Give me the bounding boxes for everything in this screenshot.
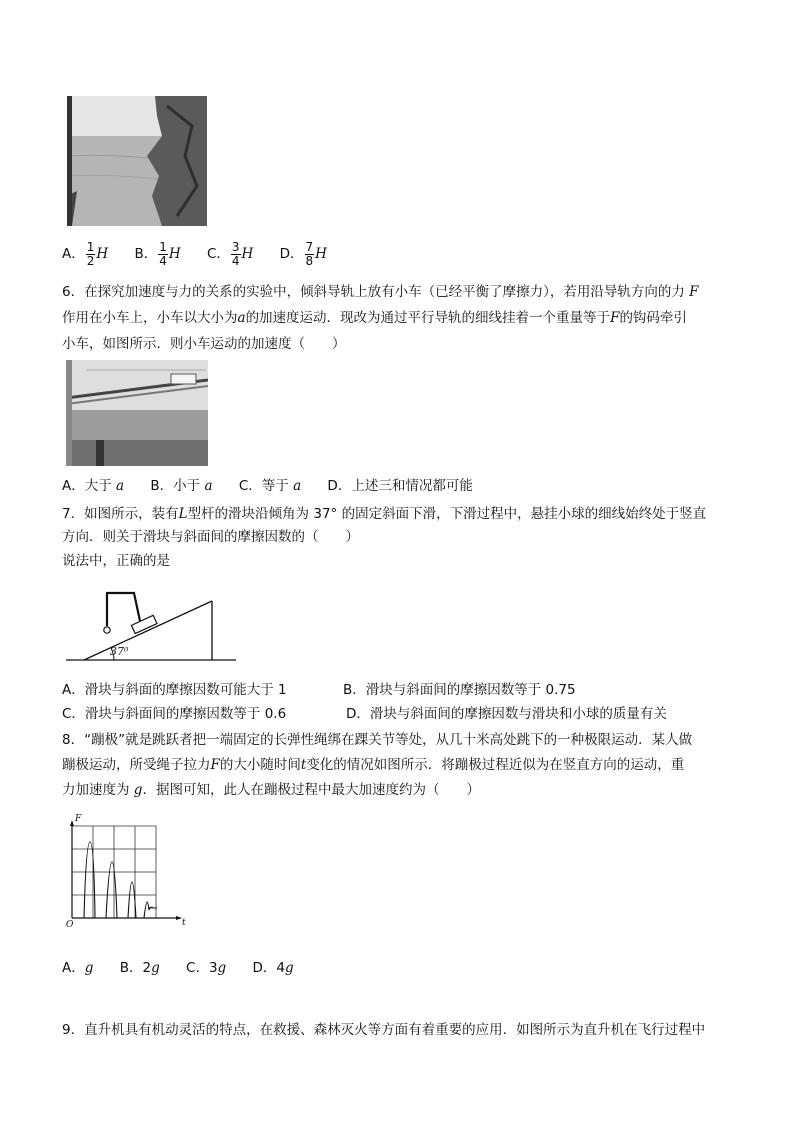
q6-options xyxy=(62,476,495,496)
axis-label-F: F xyxy=(75,814,82,824)
axis-label-origin: O xyxy=(66,920,74,930)
q8-option-b: B．2g xyxy=(119,960,160,976)
q7-line-2: 方向．则关于滑块与斜面间的摩擦因数的（ ） xyxy=(62,529,359,545)
q7-option-a: A．滑块与斜面的摩擦因数可能大于 1 xyxy=(62,682,287,698)
q8-line-3: 力加速度为 g．据图可知，此人在蹦极过程中最大加速度约为（ ） xyxy=(62,782,480,798)
q9-line-1: 9．直升机具有机动灵活的特点，在救援、森林灭火等方面有着重要的应用．如图所示为直升机在飞行过程中 xyxy=(62,1022,706,1038)
q6-line-1: 6．在探究加速度与力的关系的实验中，倾斜导轨上放有小车（已经平衡了摩擦力），若用沿导轨方向的力 F xyxy=(62,284,699,300)
q8-line-1: 8．“蹦极”就是跳跃者把一端固定的长弹性绳绑在踝关节等处，从几十米高处跳下的一种极限运动．某人做 xyxy=(62,732,693,748)
q7-line-1: 7．如图所示，装有L型杆的滑块沿倾角为 37° 的固定斜面下滑，下滑过程中，悬挂小球的细线始终处于竖直 xyxy=(62,506,707,522)
force-time-graph xyxy=(62,814,192,934)
q6-line-2: 作用在小车上，小车以大小为a的加速度运动．现改为通过平行导轨的细线挂着一个重量等于F的钩码牵引 xyxy=(62,310,687,326)
q5-option-a: A． $\frac{1}{2}$ H xyxy=(62,239,109,268)
q6-line-3: 小车，如图所示．则小车运动的加速度（ ） xyxy=(62,336,346,352)
q6-option-c: C．等于 a xyxy=(238,478,302,494)
q6-option-a: A．大于 a xyxy=(62,478,125,494)
q8-line-2: 蹦极运动，所受绳子拉力F的大小随时间t变化的情况如图所示．将蹦极过程近似为在竖直方向的运动，重 xyxy=(62,757,685,773)
q5-options xyxy=(62,238,349,270)
q7-line-3: 说法中，正确的是 xyxy=(62,553,170,569)
q7-option-b: B．滑块与斜面间的摩擦因数等于 0.75 xyxy=(343,682,576,698)
q8-option-d: D．4g xyxy=(252,960,294,976)
cart-track-photo xyxy=(66,360,208,466)
q7-option-c: C．滑块与斜面间的摩擦因数等于 0.6 xyxy=(62,706,287,722)
q8-options xyxy=(62,958,316,978)
q7-option-d: D．滑块与斜面间的摩擦因数与滑块和小球的质量有关 xyxy=(346,706,667,722)
q8-option-c: C．3g xyxy=(186,960,227,976)
q6-option-b: B．小于 a xyxy=(150,478,213,494)
q5-option-c: C． $\frac{3}{4}$ H xyxy=(206,239,254,268)
q5-option-d: D． $\frac{7}{8}$ H xyxy=(279,239,327,268)
cliff-photo xyxy=(67,96,207,226)
q5-option-b: B． $\frac{1}{4}$ H xyxy=(134,239,181,268)
q6-option-d: D．上述三和情况都可能 xyxy=(327,478,473,494)
angle-label: 37⁰ xyxy=(110,645,129,658)
axis-label-t: t xyxy=(182,918,186,928)
incline-diagram xyxy=(62,585,242,665)
q8-option-a: A．g xyxy=(62,960,94,976)
